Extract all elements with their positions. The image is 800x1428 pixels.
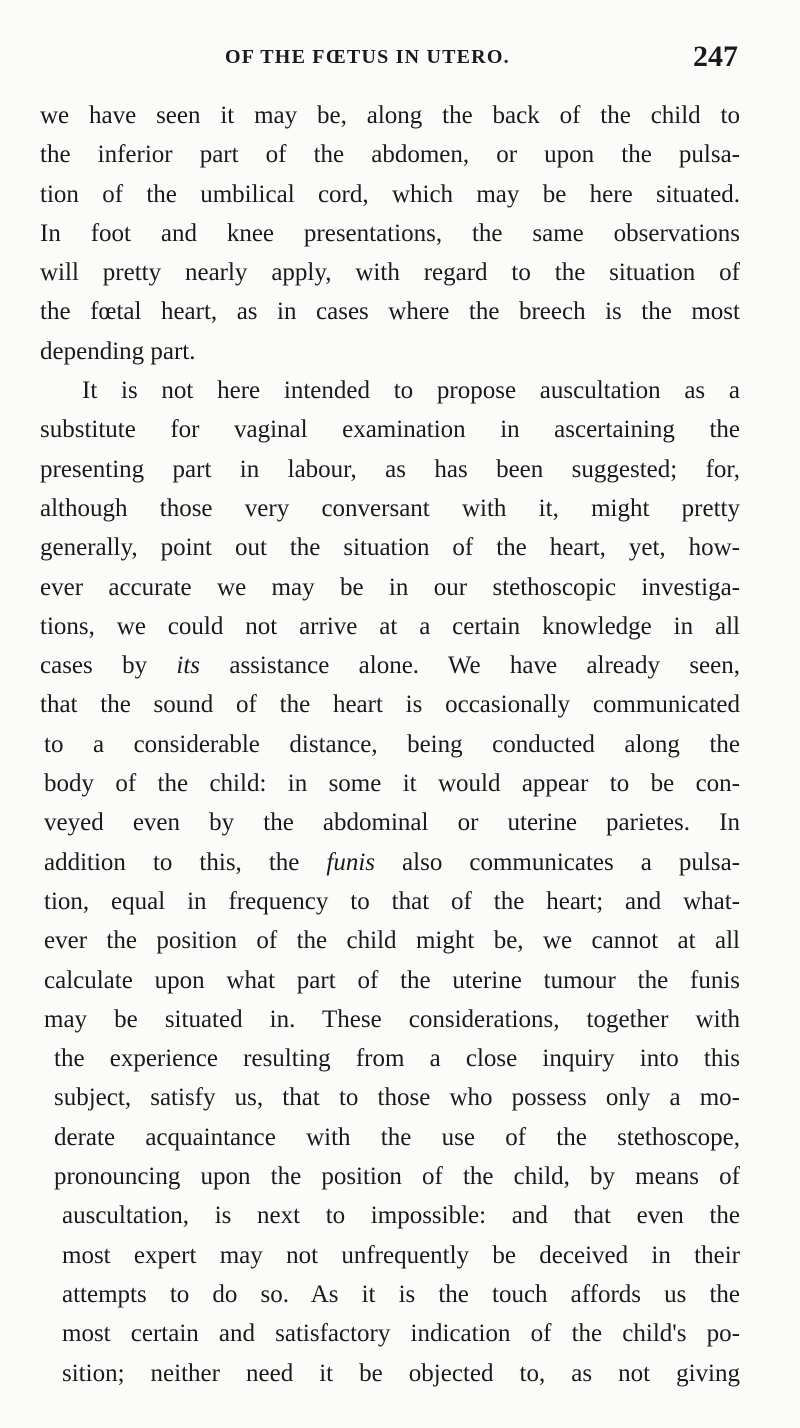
text-line: subject, satisfy us, that to those who possess only a mo-: [54, 1084, 740, 1112]
text-line: ever accurate we may be in our stethoscopic investiga-: [40, 573, 740, 601]
text-line: generally, point out the situation of the heart, yet, how-: [40, 534, 740, 562]
text-line: veyed even by the abdominal or uterine parietes. In: [44, 809, 740, 837]
text-line-with-italic: [40, 843, 740, 882]
text-line: In foot and knee presentations, the same observations: [40, 219, 740, 247]
text-line: auscultation, is next to impossible: and that even the: [62, 1202, 740, 1230]
running-head: OF THE FŒTUS IN UTERO.: [225, 46, 510, 68]
text-line: the fœtal heart, as in cases where the breech is the most: [40, 298, 740, 326]
page-number: 247: [693, 40, 738, 73]
text-line: tion, equal in frequency to that of the heart; and what-: [44, 887, 740, 915]
text-line: we have seen it may be, along the back of the child to: [40, 102, 740, 129]
text-line: substitute for vaginal examination in ascertaining the: [40, 416, 740, 444]
page-header: [225, 40, 738, 80]
text-line: body of the child: in some it would appear to be con-: [44, 770, 740, 798]
text-line: depending part.: [40, 337, 196, 365]
text-segment: cases by: [40, 652, 177, 680]
body-text: [40, 96, 740, 1393]
italic-word: its: [176, 652, 201, 680]
text-line: most certain and satisfactory indication of the child's po-: [62, 1320, 740, 1348]
text-line: may be situated in. These considerations, together with: [44, 1005, 740, 1033]
text-line: that the sound of the heart is occasionally communicated: [40, 691, 740, 719]
text-line: to a considerable distance, being conducted along the: [44, 730, 740, 758]
text-segment: assistance alone. We have already seen,: [200, 652, 740, 680]
text-line: will pretty nearly apply, with regard to the situation of: [40, 259, 740, 287]
text-line: the experience resulting from a close inquiry into this: [54, 1045, 740, 1073]
text-line: attempts to do so. As it is the touch affords us the: [62, 1280, 740, 1308]
text-segment: also communicates a pulsa-: [375, 848, 740, 876]
text-line: derate acquaintance with the use of the stethoscope,: [54, 1123, 740, 1151]
text-line: ever the position of the child might be, we cannot at all: [44, 927, 740, 955]
paragraph-first-line: It is not here intended to propose auscultation as a: [82, 377, 740, 405]
text-line: although those very conversant with it, might pretty: [40, 494, 740, 522]
text-line: calculate upon what part of the uterine tumour the funis: [44, 966, 740, 994]
text-line: presenting part in labour, as has been suggested; for,: [40, 455, 740, 483]
text-line: sition; neither need it be objected to, as not giving: [62, 1359, 740, 1387]
text-line-with-italic: [40, 646, 740, 685]
text-line: pronouncing upon the position of the child, by means of: [54, 1163, 740, 1191]
text-line: tions, we could not arrive at a certain knowledge in all: [40, 612, 740, 640]
text-line: most expert may not unfrequently be deceived in their: [62, 1241, 740, 1269]
text-line: tion of the umbilical cord, which may be here situated.: [40, 180, 740, 208]
italic-word: funis: [326, 848, 376, 876]
text-line: the inferior part of the abdomen, or upon the pulsa-: [40, 141, 740, 169]
text-segment: addition to this, the: [44, 848, 327, 876]
